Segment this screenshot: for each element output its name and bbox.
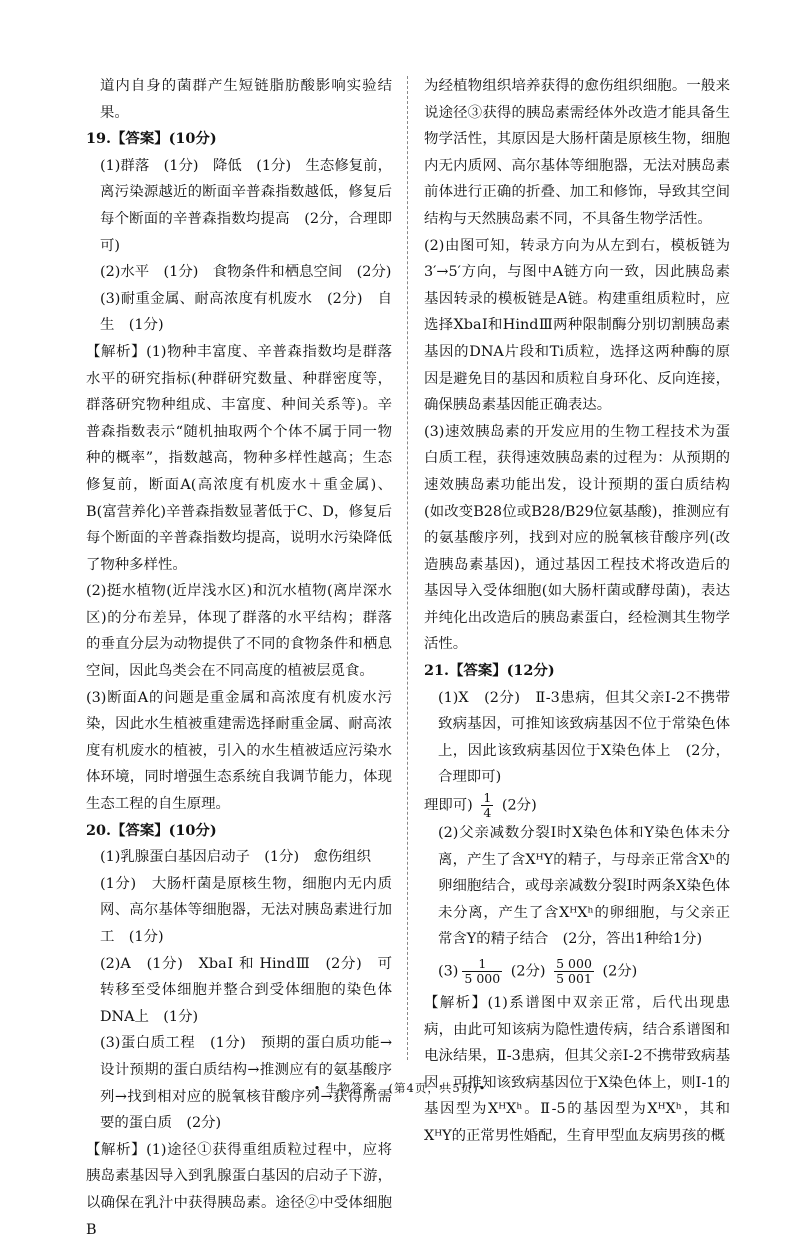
left-paragraph-3: (2)水平 (1分) 食物条件和栖息空间 (2分) (100, 264, 392, 281)
page-footer: • 生物答案 (第4页，共5页)• (313, 1081, 487, 1095)
right-paragraph-4: (1)X (2分) Ⅱ-3患病，但其父亲Ⅰ-2不携带致病基因，可推知该致病基因不位于常染色体上，因此该致病基因位于X染色体上 (2分，合理即可) (438, 689, 730, 786)
right-paragraph-6: 【解析】(1)系谱图中双亲正常，后代出现患病，由此可知该病为隐性遗传病，结合系谱图和电泳结果，Ⅱ-3患病，但其父亲Ⅰ-2不携带致病基因，可推知该致病基因位于X染色体上，则Ⅰ-1的基因型为XᴴXʰ。Ⅱ-5的基因型为XᴴXʰ，其和XᴴY的正常男性婚配，生育甲型血友病男孩的概 (424, 995, 730, 1144)
right-paragraph-3: 21.【答案】(12分) (424, 662, 555, 680)
fraction-5000-over-5001: $\frac{5 000}{5 001}$ (556, 956, 592, 986)
left-paragraph-2: (1)群落 (1分) 降低 (1分) 生态修复前，离污染源越近的断面辛普森指数越低，修复后每个断面的辛普森指数均提高 (2分，合理即可) (100, 157, 392, 254)
left-paragraph-13: 【解析】(1)途径①获得重组质粒过程中，应将胰岛素基因导入到乳腺蛋白基因的启动子下游，以确保在乳汁中获得胰岛素。途径②中受体细胞B (86, 1141, 392, 1238)
left-paragraph-7: (3)断面A的问题是重金属和高浓度有机废水污染，因此水生植被重建需选择耐重金属、耐高浓度有机废水的植被，引入的水生植被适应污染水体环境，同时增强生态系统自我调节能力，体现生态工程的自生原理。 (86, 689, 392, 813)
left-paragraph-6: (2)挺水植物(近岸浅水区)和沉水植物(离岸深水区)的分布差异，体现了群落的水平结构；群落的垂直分层为动物提供了不同的食物条件和栖息空间，因此鸟类会在不同高度的植被层觅食。 (86, 583, 392, 680)
left-paragraph-11: (2)A (1分) XbaⅠ 和 HindⅢ (2分) 可转移至受体细胞并整合到受体细胞的染色体DNA上 (1分) (100, 955, 392, 1025)
left-paragraph-12: (3)蛋白质工程 (1分) 预期的蛋白质功能→设计预期的蛋白质结构→推测应有的氨基酸序列→找到相对应的脱氧核苷酸序列→获得所需要的蛋白质 (2分) (100, 1035, 392, 1132)
left-paragraph-10: (1分) 大肠杆菌是原核生物，细胞内无内质网、高尔基体等细胞器，无法对胰岛素进行加工 (1分) (100, 875, 392, 945)
left-paragraph-0: 道内自身的菌群产生短链脂肪酸影响实验结果。 (100, 78, 392, 121)
left-paragraph-8: 20.【答案】(10分) (86, 821, 217, 839)
right-paragraph-0: 为经植物组织培养获得的愈伤组织细胞。一般来说途径③获得的胰岛素需经体外改造才能具备生物学活性，其原因是大肠杆菌是原核生物，细胞内无内质网、高尔基体等细胞器，无法对胰岛素前体进行正确的折叠、加工和修饰，导致其空间结构与天然胰岛素不同，不具备生物学活性。 (424, 78, 730, 227)
right-paragraph-1: (2)由图可知，转录方向为从左到右，模板链为3′→5′方向，与图中A链方向一致，因此胰岛素基因转录的模板链是A链。构建重组质粒时，应选择XbaⅠ和HindⅢ两种限制酶分别切割胰岛素基因的DNA片段和Ti质粒，选择这两种酶的原因是避免目的基因和质粒自身环化、反向连接，确保胰岛素基因能正确表达。 (424, 237, 730, 414)
column-divider (407, 76, 408, 1060)
q21-3-answer-line: (3) $\frac{1}{5 000}$ (2分) $\frac{5 000}{5 001}$ (2分) (438, 956, 638, 986)
left-paragraph-4: (3)耐重金属、耐高浓度有机废水 (2分) 自生 (1分) (100, 290, 392, 334)
right-paragraph-5: (2)父亲减数分裂Ⅰ时X染色体和Y染色体未分离，产生了含XᴴY的精子，与母亲正常含Xʰ的卵细胞结合，或母亲减数分裂Ⅰ时两条X染色体未分离，产生了含XᴴXʰ的卵细胞，与父亲正常含Y的精子结合 (2分，答出1种给1分) (438, 825, 730, 948)
q21-1-fraction-line: 理即可) $\frac{1}{4}$ (2分) (424, 790, 537, 821)
right-column (424, 73, 730, 1150)
left-paragraph-9: (1)乳腺蛋白基因启动子 (1分) 愈伤组织 (100, 849, 372, 866)
fraction-1-over-5000: $\frac{1}{5 000}$ (464, 956, 501, 986)
right-paragraph-2: (3)速效胰岛素的开发应用的生物工程技术为蛋白质工程，获得速效胰岛素的过程为：从预期的速效胰岛素功能出发，设计预期的蛋白质结构(如改变B28位或B28/B29位氨基酸)，推测应有的氨基酸序列，找到对应的脱氧核苷酸序列(改造胰岛素基因)，通过基因工程技术将改造后的基因导入受体细胞(如大肠杆菌或酵母菌)，表达并纯化出改造后的胰岛素蛋白，经检测其生物学活性。 (424, 423, 730, 653)
fraction-one-quarter: $\frac{1}{4}$ (483, 790, 492, 821)
left-column (86, 73, 392, 1243)
left-paragraph-1: 19.【答案】(10分) (86, 130, 217, 148)
left-paragraph-5: 【解析】(1)物种丰富度、辛普森指数均是群落水平的研究指标(种群研究数量、种群密度等，群落研究物种组成、丰富度、种间关系等)。辛普森指数表示“随机抽取两个个体不属于同一物种的概率”，指数越高，物种多样性越高；生态修复前，断面A(高浓度有机废水＋重金属)、B(富营养化)辛普森指数显著低于C、D，修复后每个断面的辛普森指数均提高，说明水污染降低了物种多样性。 (86, 343, 392, 573)
